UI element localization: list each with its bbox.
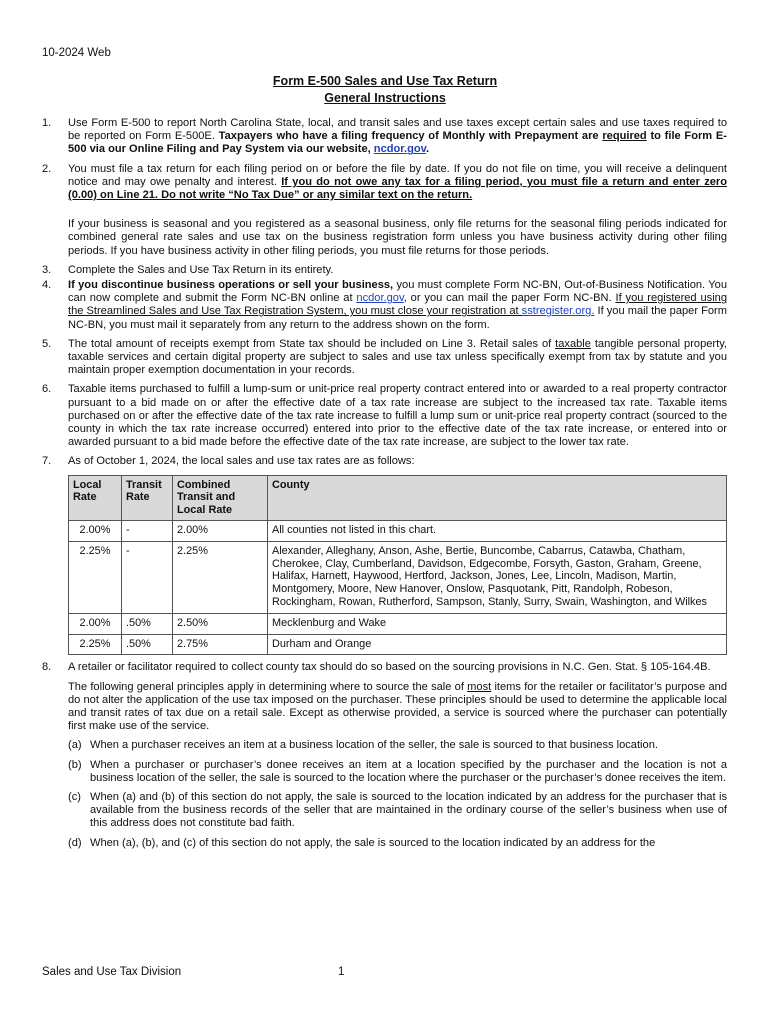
item-number: 6.: [42, 383, 52, 396]
item-text: [68, 338, 727, 378]
instruction-3: [42, 264, 727, 277]
page-number: 1: [338, 966, 345, 978]
underlined-text: most: [467, 680, 492, 693]
table-row: [69, 613, 727, 634]
cell-transit-rate: .50%: [122, 634, 173, 655]
cell-transit-rate: -: [122, 541, 173, 613]
instruction-8: [42, 661, 727, 674]
item-text: A retailer or facilitator required to collect county tax should do so based on the sourcing provisions in N.C. Gen. Stat. § 105-164.4B.: [68, 661, 711, 674]
text-segment: The total amount of receipts exempt from State tax should be included on Line 3. Retail sales of: [68, 337, 556, 350]
sub-item-text: When (a) and (b) of this section do not apply, the sale is sourced to the location indicated by an address for the purchaser that is available from the business records of the seller that are maintained in the ordinary course of the seller’s business when use of this address does not constitute bad faith.: [90, 791, 727, 830]
ncdor-link[interactable]: ncdor.gov: [373, 143, 426, 156]
item-text: [68, 117, 727, 157]
text-segment: , or you can mail the paper Form NC-BN.: [403, 292, 616, 305]
header-local-rate: Local Rate: [69, 475, 122, 520]
item-number: 8.: [42, 661, 52, 674]
instruction-7: [42, 455, 727, 468]
sstregister-link[interactable]: sstregister.org.: [521, 305, 595, 318]
text-segment: you must complete Form NC-BN, Out-of-Business Notification. You can now complete and submit the Form NC-BN online at: [68, 279, 727, 305]
item-text: [68, 163, 727, 203]
cell-combined-rate: 2.75%: [173, 634, 268, 655]
instruction-6: [42, 383, 727, 449]
item-text: Complete the Sales and Use Tax Return in its entirety.: [68, 263, 334, 276]
cell-transit-rate: .50%: [122, 613, 173, 634]
cell-combined-rate: 2.50%: [173, 613, 268, 634]
cell-local-rate: 2.25%: [69, 634, 122, 655]
sub-item-a: [68, 739, 727, 752]
header-county: County: [268, 475, 727, 520]
underlined-text: If you registered using the Streamlined Sales and Use Tax Registration System, you must close your registration at: [68, 292, 727, 318]
bold-text: Taxpayers who have a filing frequency of Monthly with Prepayment are: [218, 130, 603, 143]
cell-transit-rate: -: [122, 521, 173, 542]
title-line-2: General Instructions: [324, 91, 446, 105]
item-text: Taxable items purchased to fulfill a lump-sum or unit-price real property contract entered into or awarded to a real property contractor pursuant to a bid made on or after the effective date of a tax rate increase are subject to the increased tax rate. Taxable items purchased on or after the effective date of the tax rate increase to fulfill a lump sum or unit-price real property contract (sourced to the county in which the tax rate increase occurred) entered into prior to the effective date of the tax rate increase, or entered into or awarded pursuant to a bid made before the effective date of the tax rate increase, are subject to the lower tax rate.: [68, 383, 727, 449]
item-number: 4.: [42, 279, 52, 292]
sub-item-c: [68, 791, 727, 831]
item-number: 2.: [42, 162, 52, 175]
sub-item-letter: (c): [68, 791, 81, 804]
item-text: [68, 279, 727, 332]
title-line-1: Form E-500 Sales and Use Tax Return: [272, 74, 498, 88]
underlined-text: taxable: [555, 337, 591, 350]
table-header-row: [69, 475, 727, 520]
document-title: [0, 73, 770, 107]
seasonal-paragraph: If your business is seasonal and you registered as a seasonal business, only file returns for the seasonal filing periods indicated for combined general rate sales and use tax on the business registration form unless you have business activity during other filing periods. If you have business activity in other filing periods, you must file returns for those periods.: [68, 218, 727, 257]
sub-item-b: [68, 759, 727, 785]
sub-item-letter: (a): [68, 739, 82, 752]
ncdor-link[interactable]: ncdor.gov: [356, 292, 404, 305]
bold-text: to file Form E-500 via our Online Filing and Pay System via our website,: [68, 130, 727, 156]
sourcing-principles-paragraph: [68, 681, 727, 734]
footer-division: Sales and Use Tax Division: [42, 966, 182, 978]
sub-item-d: [68, 837, 727, 850]
sub-item-letter: (b): [68, 758, 82, 771]
page-footer: [42, 966, 742, 978]
item-text: As of October 1, 2024, the local sales and use tax rates are as follows:: [68, 455, 415, 468]
text-segment: items for the retailer or facilitator’s purpose and do not alter the application of the use tax imposed on the purchaser. These principles should be used to determine the applicable local and transit rates of tax due on a retail sale. Except as otherwise provided, a service is sourced where the purchaser can potentially first make use of the service.: [68, 680, 727, 733]
instruction-1: [42, 117, 727, 157]
instruction-5: [42, 338, 727, 378]
bold-underlined-text: If you do not owe any tax for a filing period, you must file a return and enter zero (0.00) on Line 21. Do not write “No Tax Due” or any similar text on the return.: [68, 175, 728, 202]
cell-local-rate: 2.00%: [69, 613, 122, 634]
item-number: 3.: [42, 263, 52, 276]
item-number: 1.: [42, 117, 52, 129]
text-segment: You must file a tax return for each filing period on or before the file by date. If you do not file on time, you will receive a delinquent notice and may owe penalty and interest.: [68, 162, 727, 188]
sub-item-text: When a purchaser receives an item at a business location of the seller, the sale is sourced to that business location.: [90, 739, 658, 752]
item-number: 7.: [42, 455, 52, 468]
bold-text: If you discontinue business operations or sell your business,: [68, 279, 394, 292]
cell-county: All counties not listed in this chart.: [268, 521, 727, 542]
cell-county: Mecklenburg and Wake: [268, 613, 727, 634]
instruction-4: [42, 279, 727, 332]
table-row: [69, 541, 727, 613]
cell-local-rate: 2.00%: [69, 521, 122, 542]
sub-item-text: When (a), (b), and (c) of this section do not apply, the sale is sourced to the location indicated by an address for the: [90, 836, 656, 849]
table-row: [69, 634, 727, 655]
text-segment: Use Form E-500 to report North Carolina State, local, and transit sales and use taxes except certain sales and use taxes required to be reported on Form E-500E.: [68, 117, 727, 143]
form-version: 10-2024 Web: [42, 47, 111, 59]
text-segment: tangible personal property, taxable services and certain digital property are subject to sales and use tax unless specifically exempt from tax by statute and you maintain proper exemption documentation in your records.: [68, 337, 727, 377]
cell-combined-rate: 2.25%: [173, 541, 268, 613]
cell-combined-rate: 2.00%: [173, 521, 268, 542]
sub-item-text: When a purchaser or purchaser’s donee receives an item at a location specified by the purchaser and the location is not a business location of the seller, the sale is sourced to the location where the purchaser or the purchaser’s donee receives the item.: [90, 758, 727, 784]
header-transit-rate: Transit Rate: [122, 475, 173, 520]
text-segment: The following general principles apply in determining where to source the sale of: [68, 680, 468, 693]
item-number: 5.: [42, 337, 52, 350]
instruction-2: [42, 163, 727, 203]
text-segment: .: [425, 143, 430, 156]
cell-county: Alexander, Alleghany, Anson, Ashe, Bertie, Buncombe, Cabarrus, Catawba, Chatham, Cherokee, Clay, Cumberland, Davidson, Edgecombe, Forsyth, Gaston, Graham, Greene, Halifax, Harnett, Haywood, Hertford, Jackson, Jones, Lee, Lincoln, Madison, Martin, Montgomery, Moore, New Hanover, Onslow, Pasquotank, Pitt, Randolph, Robeson, Rockingham, Rowan, Rutherford, Sampson, Stanly, Surry, Swain, Washington, and Wilkes: [268, 541, 727, 613]
cell-local-rate: 2.25%: [69, 541, 122, 613]
local-rates-table: [68, 475, 727, 656]
cell-county: Durham and Orange: [268, 634, 727, 655]
bold-underlined-text: required: [602, 130, 647, 143]
header-combined-rate: Combined Transit and Local Rate: [173, 475, 268, 520]
text-segment: If you mail the paper Form NC-BN, you must mail it separately from any return to the address shown on the form.: [68, 305, 727, 331]
table-row: [69, 521, 727, 542]
instructions-body: [42, 117, 727, 856]
sub-item-letter: (d): [68, 836, 82, 849]
